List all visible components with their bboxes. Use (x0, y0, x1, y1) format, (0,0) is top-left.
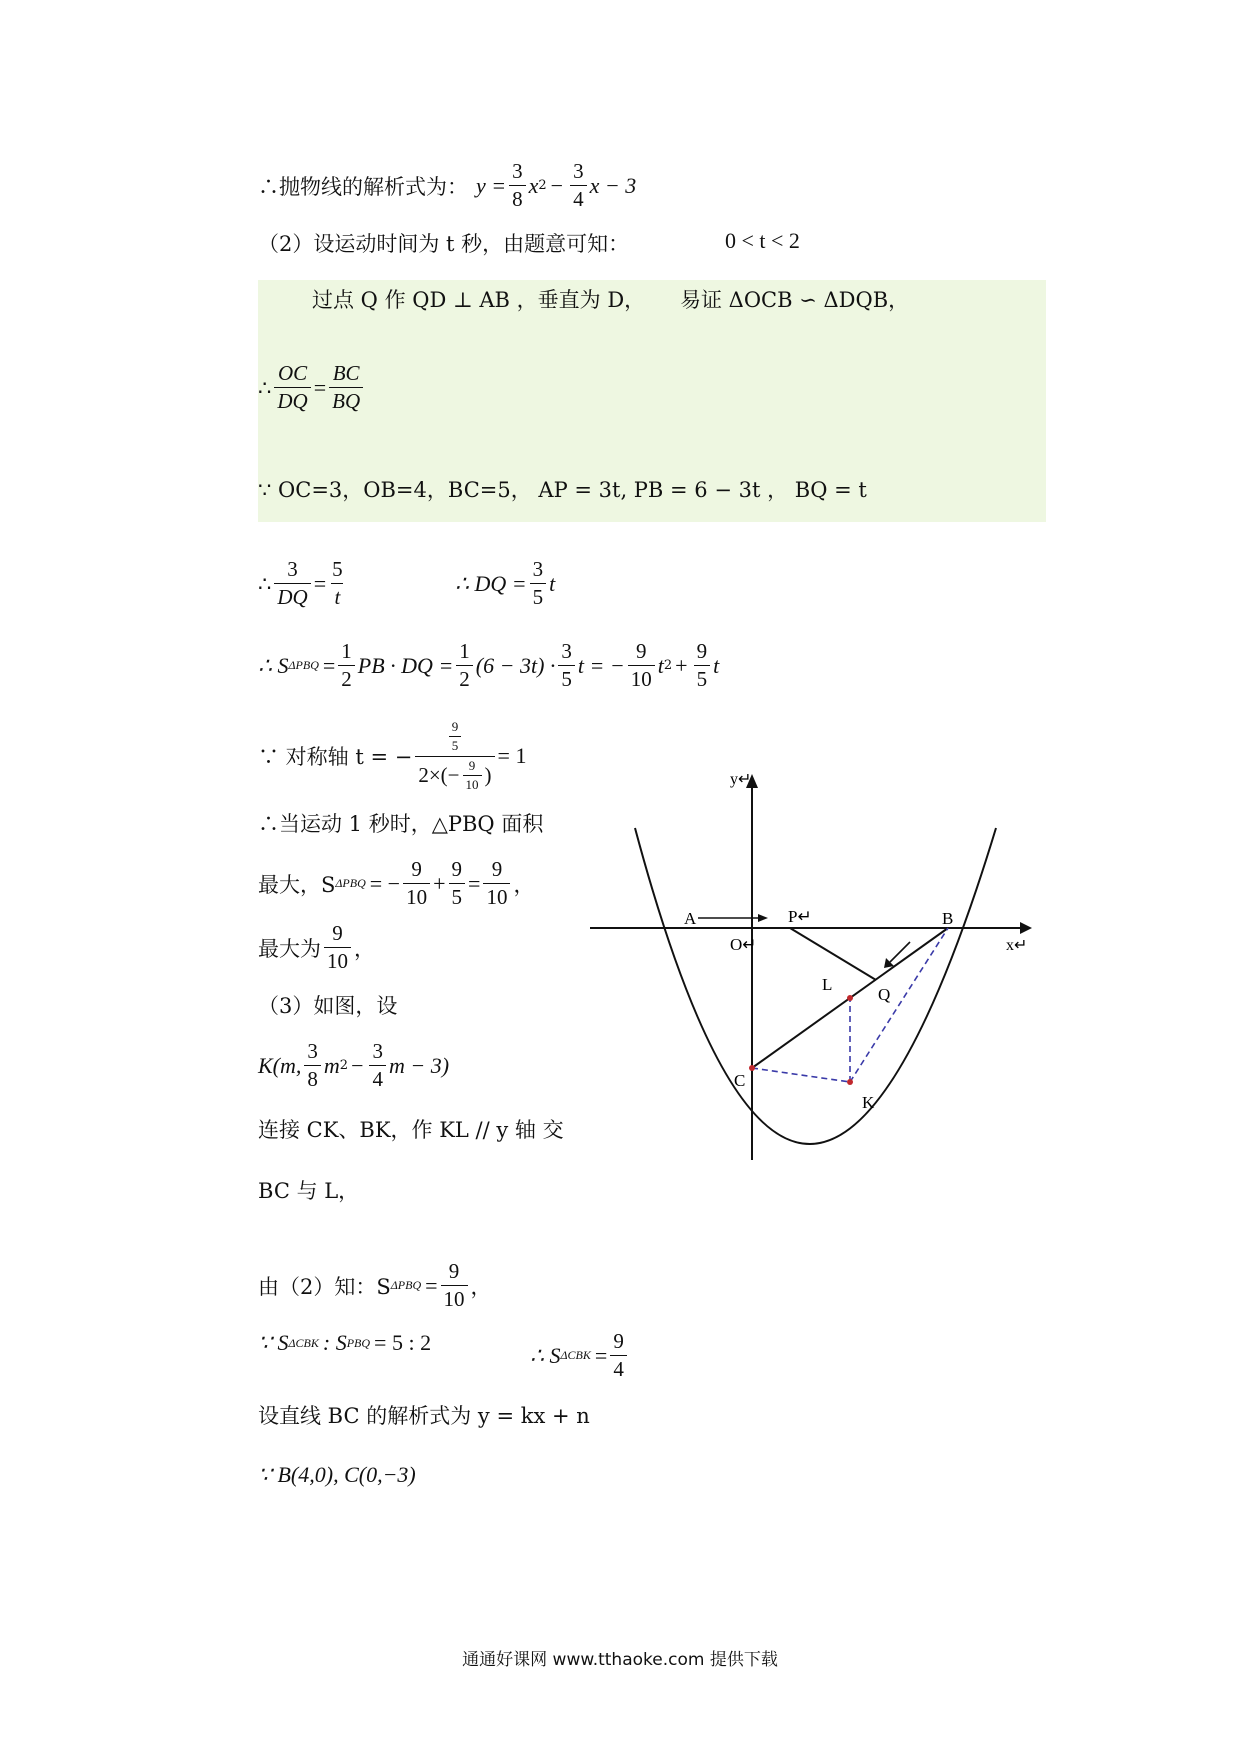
equals-sign: = (594, 1342, 608, 1368)
equals-sign: = (468, 870, 481, 896)
fraction: $\frac{9}{4}$ (610, 1330, 627, 1381)
line-text: ∴抛物线的解析式为： (258, 174, 468, 199)
exponent: 2 (538, 178, 547, 194)
fraction: $\frac{9}{10}$ (483, 858, 510, 909)
parabola-figure (580, 770, 1040, 1170)
equals-sign: = (425, 1272, 438, 1298)
label-k: K (862, 1093, 875, 1112)
line-text: 易证 ΔOCB ∽ ΔDQB， (680, 288, 910, 312)
var-t: t (713, 652, 720, 678)
equation-text: K(m, (258, 1052, 302, 1078)
subscript: ΔPBQ (288, 658, 319, 673)
points-bc-line (258, 1462, 416, 1488)
fraction: $\frac{9}{5}$ (449, 858, 466, 909)
equation-text: t = − (577, 652, 625, 678)
motion-arrow-p-head (758, 914, 768, 922)
fraction: $\frac{9}{10}$ (324, 922, 351, 973)
parabola-formula-line (258, 160, 636, 211)
fraction: $\frac{BC}{BQ}$ (329, 362, 363, 413)
dq-ratio-line (258, 558, 349, 609)
label-b: B (942, 909, 954, 928)
max-time-line (258, 808, 543, 838)
subscript: ΔPBQ (390, 1278, 422, 1293)
line-text: ∴当运动 1 秒时，△PBQ 面积 (258, 812, 544, 836)
box-line-1b (680, 284, 909, 314)
line-text: 设直线 BC 的解析式为 y = kx + n (258, 1404, 590, 1428)
part2-intro-line (258, 228, 629, 258)
fraction: $\frac{9}{10}$ (441, 1260, 468, 1311)
x-axis-arrow (1020, 922, 1032, 934)
line-text: ∵ OC=3，OB=4，BC=5， AP = 3t, PB = 6 − 3t ， BQ = t (258, 478, 867, 502)
label-a: A (684, 909, 697, 928)
line-text: （2）设运动时间为 t 秒，由题意可知： (258, 232, 630, 256)
exponent: 2 (663, 658, 673, 674)
label-y: y↵ (730, 771, 752, 788)
area-symbol: ∴ S (530, 1342, 561, 1368)
fraction: $\frac{9}{10}$ (403, 858, 430, 909)
fraction: $\frac{3}{8}$ (509, 160, 526, 211)
equation-text: m − 3) (388, 1052, 450, 1078)
line-text: ∵ 对称轴 t = − (258, 745, 413, 770)
minus-sign: − (550, 172, 564, 198)
equals-sign: = (313, 570, 327, 596)
max-area-line (258, 858, 534, 909)
var-m: m (323, 1052, 340, 1078)
dq-result (455, 558, 555, 609)
fraction: $\frac{3}{DQ}$ (274, 558, 310, 609)
nested-fraction: $\frac{9}{5}$ 2×(− $\frac{9}{10}$ ) (415, 720, 494, 792)
label-x: x↵ (1006, 937, 1028, 954)
line-text: 连接 CK、BK，作 KL // y 轴 交 (258, 1118, 564, 1142)
line-text: BC 与 L， (258, 1179, 360, 1203)
fraction: $\frac{5}{t}$ (332, 557, 343, 610)
time-range (725, 228, 800, 254)
fraction: $\frac{9}{10}$ (628, 640, 655, 691)
therefore-symbol: ∴ (258, 375, 272, 400)
equation-text: = 5 : 2 (374, 1330, 432, 1355)
line-text: ∵ B(4,0), C(0,−3) (258, 1462, 416, 1487)
var-x: x (528, 172, 539, 198)
fraction: $\frac{OC}{DQ}$ (274, 362, 310, 413)
cbk-area-result (530, 1330, 630, 1381)
label-p: P↵ (788, 907, 812, 926)
from-part2-line (258, 1260, 492, 1311)
fraction: $\frac{3}{4}$ (570, 160, 587, 211)
fraction: $\frac{3}{8}$ (304, 1040, 321, 1091)
footer-credit: 通通好课网 www.tthaoke.com 提供下载 (462, 1650, 778, 1670)
fraction: $\frac{1}{2}$ (456, 640, 473, 691)
equation-text: ∴ DQ = (455, 570, 527, 596)
equation-result: = 1 (497, 743, 527, 769)
exponent: 2 (339, 1058, 349, 1074)
equation-tail: x − 3 (589, 172, 637, 198)
subscript: PBQ (346, 1335, 371, 1350)
max-value-line (258, 922, 375, 973)
therefore-symbol: ∴ (258, 571, 272, 596)
label-q: Q (878, 985, 891, 1004)
line-text: 最大，S (258, 872, 336, 897)
motion-arrow-q (890, 942, 910, 962)
equals-sign: = (322, 652, 336, 678)
parabola-curve (635, 828, 996, 1144)
plus-sign: + (675, 652, 688, 678)
subscript: ΔCBK (560, 1348, 591, 1363)
part3-intro-line (258, 990, 397, 1020)
fraction: $\frac{3}{4}$ (369, 1040, 386, 1091)
var-t: t (657, 652, 664, 678)
line-text: （3）如图，设 (258, 994, 398, 1018)
box-ratio-line (258, 362, 366, 413)
intersect-line (258, 1175, 359, 1205)
plus-sign: + (433, 870, 446, 896)
box-line-1a (312, 284, 645, 314)
label-o: O↵ (730, 935, 757, 954)
fraction: $\frac{1}{2}$ (338, 640, 355, 691)
punctuation: ， (354, 936, 375, 961)
subscript: ΔCBK (288, 1335, 319, 1350)
label-c: C (734, 1071, 746, 1090)
connect-line (258, 1114, 564, 1144)
equation-text: = − (369, 870, 401, 896)
subscript: ΔPBQ (335, 876, 366, 891)
line-text: 由（2）知：S (258, 1274, 391, 1299)
area-symbol: ∴ S (258, 652, 289, 678)
punctuation: ， (513, 872, 535, 897)
line-text: 最大为 (258, 936, 321, 961)
equation-text: (6 − 3t) · (475, 652, 556, 678)
segment-bk (850, 928, 948, 1082)
equals-sign: = (313, 374, 327, 400)
fraction: $\frac{9}{5}$ (694, 640, 711, 691)
area-ratio-line (258, 1330, 431, 1356)
area-formula-line (258, 640, 719, 691)
line-bc-intro (258, 1400, 590, 1430)
segment-pq (790, 928, 876, 980)
equation-y: y = (476, 172, 507, 198)
fraction: $\frac{3}{5}$ (558, 640, 575, 691)
range-text: 0 < t < 2 (725, 228, 800, 253)
point-k-dot (847, 1079, 853, 1085)
point-l-dot (847, 995, 853, 1001)
symmetry-axis-line (258, 720, 526, 792)
fraction: $\frac{3}{5}$ (530, 558, 547, 609)
line-text: 过点 Q 作 QD ⊥ AB ，垂直为 D， (312, 288, 646, 312)
equation-text: : S (322, 1330, 347, 1355)
minus-sign: − (351, 1052, 364, 1078)
var-t: t (549, 570, 556, 596)
punctuation: ， (470, 1274, 492, 1299)
point-k-line (258, 1040, 449, 1091)
equation-text: PB · DQ = (357, 652, 454, 678)
area-symbol: ∵ S (258, 1330, 289, 1355)
point-c-dot (749, 1065, 755, 1071)
segment-ck (752, 1068, 850, 1082)
label-l: L (822, 975, 833, 994)
box-values-line (258, 474, 867, 504)
